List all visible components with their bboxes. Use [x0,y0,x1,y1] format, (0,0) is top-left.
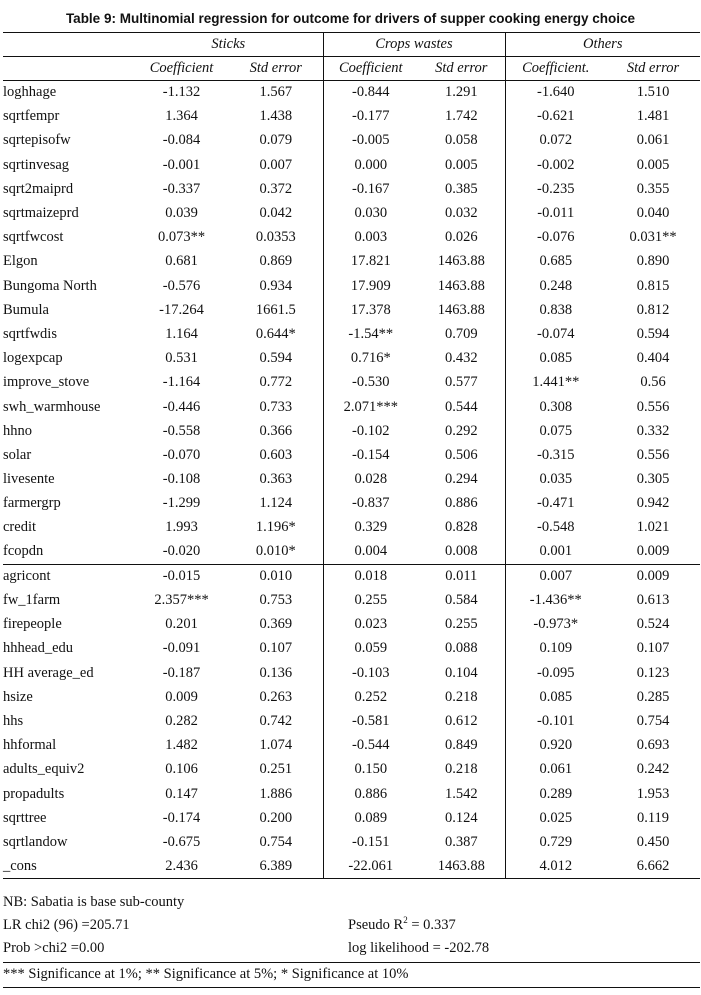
cell-value: 1463.88 [437,253,485,270]
cell-value: -0.544 [323,734,418,758]
cell-value: 0.603 [259,446,293,463]
cell-value: 0.716* [323,347,418,371]
cell-value: 0.772 [259,374,293,391]
cell-value: 1.482 [165,737,198,754]
divider [3,962,700,963]
cell-value: 0.366 [259,422,293,439]
table-row [3,637,700,661]
cell-value: 0.147 [165,785,198,802]
cell-value: 0.577 [444,374,478,391]
cell-value: 0.594 [636,325,670,342]
cell-value: 1.953 [636,785,670,802]
variable-name: agricont [3,568,51,585]
table-row [3,443,700,467]
column-header-row [3,57,700,81]
cell-value: 1463.88 [418,855,505,879]
cell-value: 0.329 [323,516,418,540]
cell-value: 0.119 [636,809,670,826]
cell-value: 0.524 [636,616,670,633]
col-header: Coefficient [323,57,418,81]
col-header: Std error [229,57,323,81]
cell-value: 0.242 [636,761,670,778]
cell-value: 1.441** [505,371,606,395]
cell-value: 1.021 [636,519,670,536]
cell-value: 0.028 [323,468,418,492]
cell-value: 0.849 [444,737,478,754]
cell-value: 0.890 [636,253,670,270]
variable-name: sqrt2maiprd [3,180,74,197]
cell-value: -0.091 [162,640,201,657]
cell-value: -0.151 [323,830,418,854]
table-row [3,806,700,830]
cell-value: 0.109 [505,637,606,661]
cell-value: -0.558 [162,422,201,439]
cell-value: -0.973* [505,613,606,637]
cell-value: 0.004 [323,540,418,564]
cell-value: 0.058 [444,132,478,149]
cell-value: 0.733 [259,398,293,415]
cell-value: 0.404 [636,350,670,367]
cell-value: -0.002 [505,153,606,177]
cell-value: 0.085 [505,685,606,709]
cell-value: 0.035 [505,468,606,492]
group-sticks: Sticks [134,33,323,57]
cell-value: 0.0353 [255,229,296,246]
cell-value: 0.072 [505,129,606,153]
cell-value: -0.187 [162,664,201,681]
cell-value: 0.200 [259,809,293,826]
variable-name: farmergrp [3,495,61,512]
table-title: Table 9: Multinomial regression for outcome for drivers of supper cooking energy choice [65,11,636,26]
cell-value: -0.101 [505,709,606,733]
table-row [3,516,700,540]
cell-value: 1.074 [259,737,293,754]
table-row [3,298,700,322]
cell-value: 0.363 [259,471,293,488]
cell-value: 0.729 [505,830,606,854]
cell-value: 2.357*** [154,592,209,609]
cell-value: 0.255 [444,616,478,633]
cell-value: 0.061 [505,758,606,782]
cell-value: 1.481 [636,108,670,125]
cell-value: 0.201 [165,616,198,633]
cell-value: 0.693 [636,737,670,754]
cell-value: 0.075 [505,419,606,443]
cell-value: 0.040 [636,205,670,222]
cell-value: 17.378 [323,298,418,322]
variable-name: swh_warmhouse [3,398,101,415]
cell-value: 0.432 [444,350,478,367]
variable-name: credit [3,519,37,536]
cell-value: 0.005 [444,156,478,173]
cell-value: -1.640 [505,81,606,105]
cell-value: 0.584 [444,592,478,609]
variable-name: Bumula [3,301,49,318]
cell-value: 6.389 [229,855,323,879]
cell-value: 0.613 [636,592,670,609]
cell-value: 0.042 [259,205,293,222]
cell-value: 0.369 [259,616,293,633]
cell-value: -0.102 [323,419,418,443]
cell-value: 1.993 [165,519,198,536]
cell-value: 0.709 [444,325,478,342]
cell-value: -0.154 [323,443,418,467]
table-row [3,540,700,564]
cell-value: 0.073** [157,229,206,246]
cell-value: 0.812 [636,301,670,318]
table-row [3,371,700,395]
cell-value: 1.438 [259,108,293,125]
cell-value: 0.107 [259,640,293,657]
cell-value: 0.106 [165,761,198,778]
note-significance: *** Significance at 1%; ** Significance at 5%; * Significance at 10% [3,966,409,982]
variable-name: sqrtfempr [3,108,60,125]
variable-name: adults_equiv2 [3,761,85,778]
cell-value: 0.123 [636,664,670,681]
variable-name: hhno [3,422,32,439]
cell-value: 0.450 [636,833,670,850]
variable-name: sqrtfwdis [3,325,57,342]
table-row [3,830,700,854]
cell-value: 0.005 [636,156,670,173]
cell-value: 0.742 [259,712,293,729]
cell-value: 1.886 [259,785,293,802]
cell-value: -22.061 [323,855,418,879]
cell-value: -0.576 [162,277,201,294]
table-row [3,226,700,250]
pseudo-prefix: Pseudo R [348,917,404,933]
cell-value: 0.305 [636,471,670,488]
cell-value: 0.251 [259,761,293,778]
cell-value: 0.031** [629,229,677,246]
cell-value: 0.308 [505,395,606,419]
cell-value: 0.644* [255,325,296,342]
cell-value: 0.023 [323,613,418,637]
cell-value: 0.263 [259,688,293,705]
cell-value: 2.071*** [323,395,418,419]
cell-value: -0.084 [162,132,201,149]
cell-value: -1.299 [162,495,201,512]
variable-name: sqrtepisofw [3,132,71,149]
cell-value: 0.869 [259,253,293,270]
variable-name: hhs [3,712,24,729]
cell-value: 0.007 [259,156,293,173]
cell-value: 0.838 [505,298,606,322]
table-row [3,419,700,443]
cell-value: -0.020 [134,540,229,564]
cell-value: 0.104 [444,664,478,681]
variable-name: propadults [3,785,65,802]
cell-value: 1.196* [255,519,296,536]
cell-value: 0.009 [606,540,700,564]
cell-value: 0.828 [444,519,478,536]
cell-value: 0.531 [165,350,198,367]
table-row [3,153,700,177]
group-crops-wastes: Crops wastes [323,33,505,57]
cell-value: 0.059 [323,637,418,661]
table-row [3,177,700,201]
cell-value: 0.009 [636,568,670,585]
cell-value: 0.355 [636,180,670,197]
cell-value: 0.754 [636,712,670,729]
cell-value: -0.074 [505,322,606,346]
cell-value: 0.030 [323,201,418,225]
cell-value: -0.548 [505,516,606,540]
cell-value: -0.315 [505,443,606,467]
cell-value: -0.011 [505,201,606,225]
table-row [3,105,700,129]
cell-value: -0.621 [505,105,606,129]
cell-value: 0.886 [444,495,478,512]
table-row [3,588,700,612]
table-row [3,81,700,105]
variable-name: Elgon [3,253,38,270]
variable-name: hhhead_edu [3,640,74,657]
table-row [3,661,700,685]
variable-name: solar [3,446,32,463]
cell-value: 0.255 [323,588,418,612]
variable-name: hhformal [3,737,57,754]
cell-value: 1.742 [444,108,478,125]
note-base: NB: Sabatia is base sub-county [3,894,185,910]
cell-value: 0.285 [636,688,670,705]
variable-name: sqrtlandow [3,833,68,850]
cell-value: 0.018 [323,564,418,588]
cell-value: -0.446 [162,398,201,415]
cell-value: 1.364 [165,108,198,125]
divider [3,987,700,988]
note-prob: Prob >chi2 =0.00 [3,940,105,956]
cell-value: 0.039 [165,205,198,222]
cell-value: 0.218 [444,688,478,705]
table-row [3,468,700,492]
cell-value: 0.506 [444,446,478,463]
cell-value: 0.248 [505,274,606,298]
col-header: Coefficient [134,57,229,81]
cell-value: 1.291 [444,84,478,101]
variable-name: logexpcap [3,350,63,367]
table-body [3,81,700,879]
cell-value: 0.011 [445,568,478,585]
cell-value: 0.000 [323,153,418,177]
cell-value: -0.675 [162,833,201,850]
variable-name: livesente [3,471,55,488]
table-row [3,734,700,758]
table-row [3,685,700,709]
cell-value: 1.124 [259,495,293,512]
variable-name: HH average_ed [3,664,94,681]
cell-value: 0.085 [505,347,606,371]
table-row [3,201,700,225]
variable-name: firepeople [3,616,62,633]
cell-value: -0.235 [505,177,606,201]
table-row [3,274,700,298]
variable-name: sqrttree [3,809,47,826]
table-row [3,709,700,733]
empty-header [3,33,134,57]
cell-value: 0.001 [505,540,606,564]
cell-value: -1.436** [505,588,606,612]
cell-value: -0.530 [323,371,418,395]
cell-value: 0.008 [418,540,505,564]
cell-value: 0.218 [444,761,478,778]
cell-value: 0.079 [259,132,293,149]
cell-value: 0.061 [636,132,670,149]
pseudo-sup: 2 [403,915,408,926]
table-row [3,782,700,806]
cell-value: 0.385 [444,180,478,197]
cell-value: 0.372 [259,180,293,197]
cell-value: 0.294 [444,471,478,488]
cell-value: -1.164 [162,374,201,391]
table-row [3,758,700,782]
cell-value: 0.387 [444,833,478,850]
cell-value: 6.662 [606,855,700,879]
col-header: Coefficient. [505,57,606,81]
cell-value: -0.471 [505,492,606,516]
cell-value: 0.282 [165,712,198,729]
group-header-row [3,33,700,57]
cell-value: 0.124 [444,809,478,826]
cell-value: 0.007 [505,564,606,588]
cell-value: 0.934 [259,277,293,294]
cell-value: 1.567 [259,84,293,101]
cell-value: 0.107 [636,640,670,657]
variable-name: _cons [3,855,134,879]
variable-name: improve_stove [3,374,90,391]
variable-name: hsize [3,688,33,705]
note-log-likelihood: log likelihood = -202.78 [348,940,490,956]
cell-value: 0.754 [259,833,293,850]
cell-value: 0.681 [165,253,198,270]
cell-value: -0.103 [323,661,418,685]
cell-value: -0.001 [162,156,201,173]
variable-name: sqrtinvesag [3,156,70,173]
cell-value: 0.010 [259,568,293,585]
table-row [3,613,700,637]
cell-value: 0.032 [444,205,478,222]
cell-value: 0.009 [165,688,198,705]
variable-name: fw_1farm [3,592,61,609]
cell-value: 1.542 [444,785,478,802]
table-row [3,492,700,516]
pseudo-suffix: = 0.337 [407,917,456,933]
cell-value: 0.56 [640,374,666,391]
cell-value: 1.510 [636,84,670,101]
cell-value: -17.264 [159,301,204,318]
cell-value: 0.544 [444,398,478,415]
cell-value: 0.332 [636,422,670,439]
cell-value: 0.010* [229,540,323,564]
cell-value: 0.942 [636,495,670,512]
cell-value: 1463.88 [437,301,485,318]
cell-value: 0.594 [259,350,293,367]
cell-value: 17.909 [323,274,418,298]
regression-table [3,32,700,879]
cell-value: -0.581 [323,709,418,733]
cell-value: -0.108 [162,471,201,488]
cell-value: 0.685 [505,250,606,274]
cell-value: 0.136 [259,664,293,681]
cell-value: 0.292 [444,422,478,439]
table-row [3,855,700,879]
cell-value: 0.815 [636,277,670,294]
cell-value: 17.821 [323,250,418,274]
cell-value: -0.844 [323,81,418,105]
cell-value: -0.177 [323,105,418,129]
cell-value: 0.556 [636,446,670,463]
empty-header [3,57,134,81]
note-lr-chi2: LR chi2 (96) =205.71 [3,917,130,933]
cell-value: 0.025 [505,806,606,830]
table-row [3,564,700,588]
group-others: Others [505,33,700,57]
cell-value: -0.837 [323,492,418,516]
cell-value: 0.612 [444,712,478,729]
cell-value: 2.436 [134,855,229,879]
variable-name: sqrtfwcost [3,229,64,246]
cell-value: 0.003 [323,226,418,250]
cell-value: 4.012 [505,855,606,879]
cell-value: -0.015 [162,568,201,585]
col-header: Std error [418,57,505,81]
cell-value: 0.753 [259,592,293,609]
cell-value: 0.252 [323,685,418,709]
cell-value: 0.920 [505,734,606,758]
cell-value: -0.070 [162,446,201,463]
cell-value: 0.886 [323,782,418,806]
variable-name: loghhage [3,84,57,101]
cell-value: -0.005 [323,129,418,153]
cell-value: 1.164 [165,325,198,342]
cell-value: -1.132 [162,84,201,101]
variable-name: Bungoma North [3,277,97,294]
cell-value: -0.095 [505,661,606,685]
col-header: Std error [606,57,700,81]
table-row [3,347,700,371]
cell-value: 0.088 [444,640,478,657]
table-row [3,250,700,274]
cell-value: 0.289 [505,782,606,806]
cell-value: 0.026 [444,229,478,246]
note-pseudo-r2 [348,917,456,934]
variable-name: fcopdn [3,540,134,564]
cell-value: 1463.88 [437,277,485,294]
cell-value: 1661.5 [255,301,296,318]
table-row [3,395,700,419]
cell-value: 0.089 [323,806,418,830]
cell-value: 0.150 [323,758,418,782]
cell-value: 0.556 [636,398,670,415]
cell-value: -0.167 [323,177,418,201]
variable-name: sqrtmaizeprd [3,205,79,222]
table-row [3,129,700,153]
cell-value: -1.54** [323,322,418,346]
cell-value: -0.337 [162,180,201,197]
cell-value: -0.174 [162,809,201,826]
cell-value: -0.076 [505,226,606,250]
table-row [3,322,700,346]
